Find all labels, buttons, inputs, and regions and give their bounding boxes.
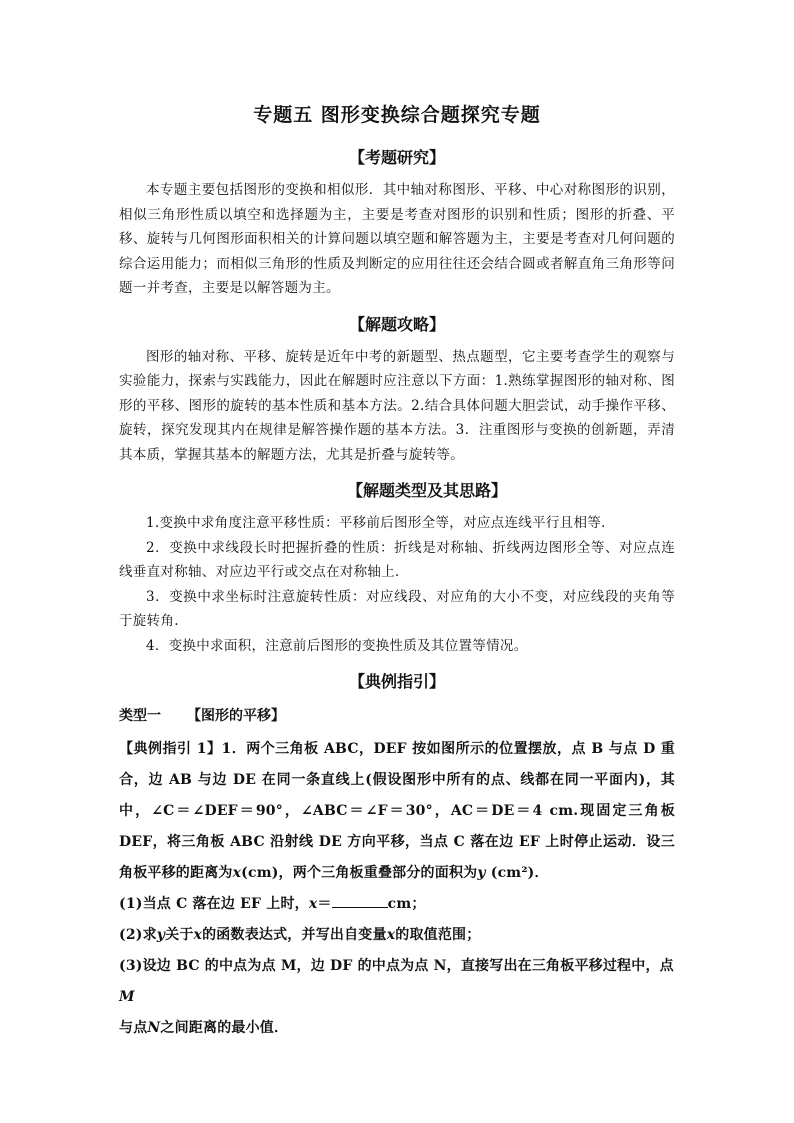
type-label: 类型一 xyxy=(119,708,161,724)
strategy-paragraph: 图形的轴对称、平移、旋转是近年中考的新题型、热点题型，它主要考查学生的观察与实验能力，探索与实践能力，因此在解题时应注意以下方面：1.熟练掌握图形的轴对称、图形的平移、图形的旋转的基本性质和基本方法。2.结合具体问题大胆尝试，动手操作平移、旋转，探究发现其内在规律是解答操作题的基本方法。3．注重图形与变换的创新题，弄清其本质，掌握其基本的解题方法，尤其是折叠与旋转等。 xyxy=(119,348,675,463)
research-paragraph: 本专题主要包括图形的变换和相似形．其中轴对称图形、平移、中心对称图形的识别，相似三角形性质以填空和选择题为主，主要是考查对图形的识别和性质；图形的折叠、平移、旋转与几何图形面积相关的计算问题以填空题和解答题为主，主要是考查对几何问题的综合运用能力；而相似三角形的性质及判断定的应用往往还会结合圆或者解直角三角形等问题一并考查，主要是以解答题为主。 xyxy=(119,182,675,296)
variable-x: x xyxy=(232,865,242,881)
answer-blank[interactable] xyxy=(332,893,388,908)
point-n: N xyxy=(147,1020,161,1036)
document-title: 专题五 图形变换综合题探究专题 xyxy=(253,104,541,126)
question-2-text: 关于 xyxy=(165,927,194,943)
question-1-text: (1)当点 C 落在边 EF 上时， xyxy=(119,896,309,912)
type-name: 【图形的平移】 xyxy=(187,708,285,724)
equals-sign: ＝ xyxy=(317,896,332,912)
question-3 xyxy=(119,951,675,1044)
research-heading: 【考题研究】 xyxy=(348,148,445,167)
variable-x: x xyxy=(308,896,318,912)
question-2-text: 的函数表达式，并写出自变量 xyxy=(202,927,387,943)
question-1 xyxy=(119,889,675,920)
question-2-text: 的取值范围； xyxy=(395,927,481,943)
examples-heading: 【典例指引】 xyxy=(348,672,445,691)
list-item: 4．变换中求面积，注意前后图形的变换性质及其位置等情况。 xyxy=(146,637,528,654)
variable-y: y xyxy=(156,927,166,943)
variable-y: y xyxy=(477,865,486,881)
list-item: 1.变换中求角度注意平移性质：平移前后图形全等，对应点连线平行且相等． xyxy=(146,515,615,531)
question-1-unit: cm； xyxy=(387,896,426,912)
document-page xyxy=(119,100,675,1044)
variable-x: x xyxy=(193,927,203,943)
unit-cm2-text: (cm²)． xyxy=(485,865,549,881)
types-list xyxy=(119,511,675,658)
question-2 xyxy=(119,920,675,951)
strategy-heading: 【解题攻略】 xyxy=(348,314,445,334)
question-3-text: 之间距离的最小值． xyxy=(160,1020,289,1036)
unit-cm-text: (cm)，两个三角板重叠部分的面积为 xyxy=(241,865,478,881)
example-intro-text: 1．两个三角板 ABC，DEF 按如图所示的位置摆放，点 B 与点 D 重合，边 AB 与边 DE 在同一条直线上(假设图形中所有的点、线都在同一平面内)，其中，∠C＝∠DEF＝90°，∠ABC＝∠F＝30°，AC＝DE＝4 cm.现固定三角板 DEF，将三角板 ABC 沿射线 DE 方向平移，当点 C 落在边 EF 上时停止运动．设三角板平移的距离为 xyxy=(119,741,675,881)
example-intro xyxy=(119,734,675,889)
type-one-line xyxy=(119,702,675,730)
question-3-text: 与点 xyxy=(119,1020,148,1036)
list-item: 2．变换中求线段长时把握折叠的性质：折线是对称轴、折线两边图形全等、对应点连线垂直对称轴、对应边平行或交点在对称轴上． xyxy=(119,539,675,580)
example-tag: 【典例指引 1】 xyxy=(119,741,222,757)
variable-x: x xyxy=(386,927,396,943)
list-item: 3．变换中求坐标时注意旋转性质：对应线段、对应角的大小不变，对应线段的夹角等于旋转角. xyxy=(119,588,675,629)
point-m: M xyxy=(119,989,135,1005)
types-heading: 【解题类型及其思路】 xyxy=(346,481,507,500)
question-3-text: (3)设边 BC 的中点为点 M，边 DF 的中点为点 N，直接写出在三角板平移过程中，点 xyxy=(119,958,674,974)
question-2-text: (2)求 xyxy=(119,927,157,943)
